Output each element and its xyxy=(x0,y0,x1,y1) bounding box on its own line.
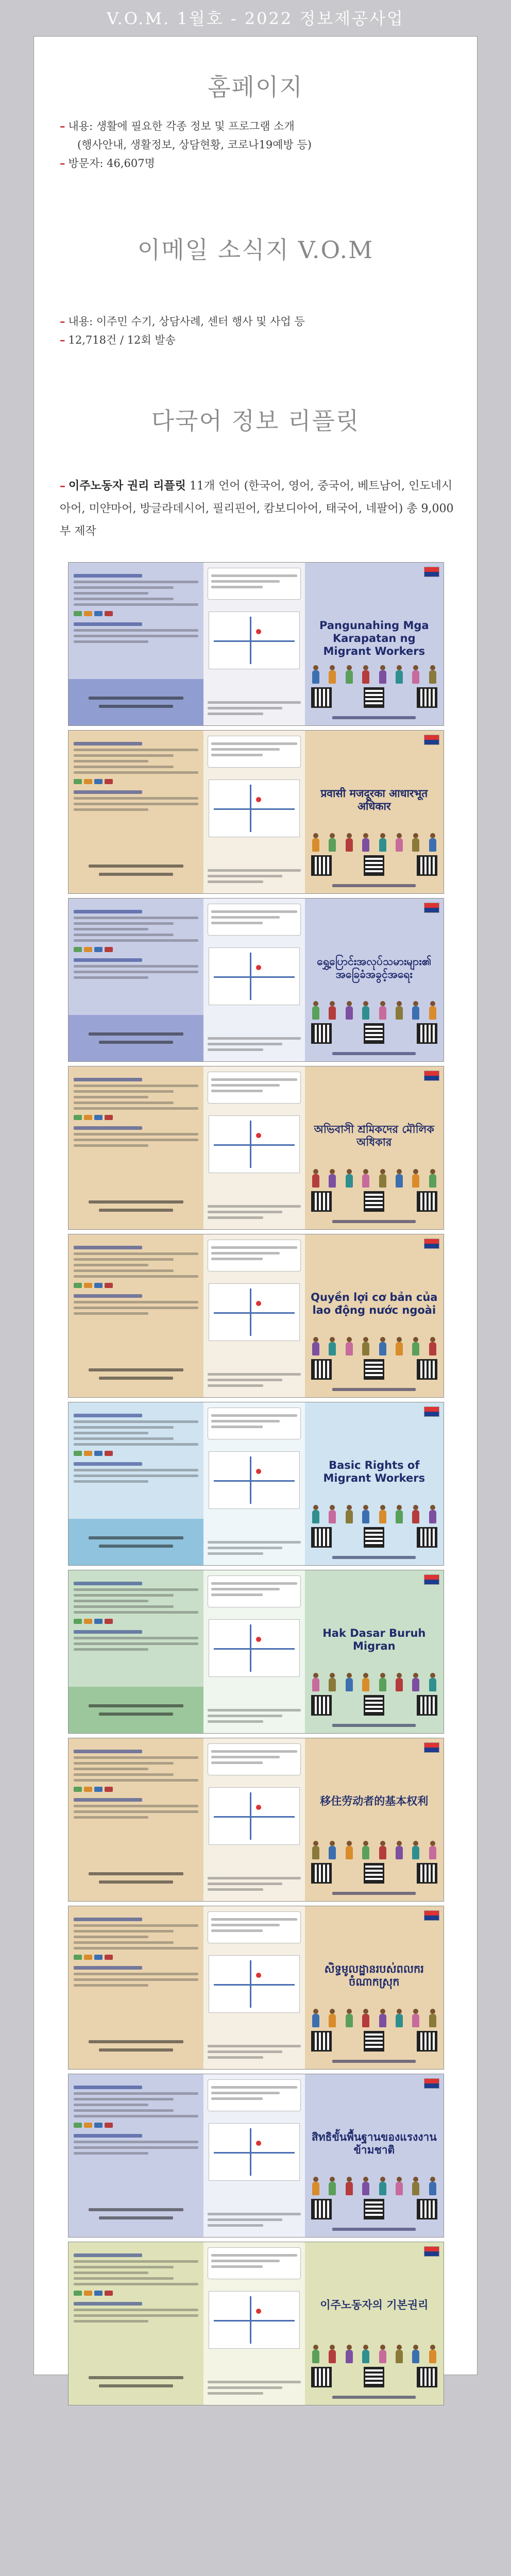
dash-icon: – xyxy=(60,333,65,346)
homepage-content-item: – 내용: 생활에 필요한 각종 정보 및 프로그램 소개 (행사안내, 생활정보, 상담현황, 코로나19예방 등) xyxy=(60,117,456,154)
qr-code-icon xyxy=(417,1695,437,1716)
leaflet-info-column xyxy=(69,2074,203,2237)
qr-code-icon xyxy=(417,855,437,876)
leaflet-contact-column xyxy=(203,563,305,725)
map-icon xyxy=(209,947,300,1005)
page-header xyxy=(0,0,511,35)
leaflet-thumbnail xyxy=(68,1906,444,2070)
leaflet-info-column xyxy=(69,899,203,1061)
map-icon xyxy=(209,1451,300,1509)
leaflet-cover-title: 이주노동자의 기본권리 xyxy=(320,2299,429,2311)
map-icon xyxy=(209,1787,300,1845)
content-panel xyxy=(33,36,478,2375)
leaflet-cover xyxy=(305,731,444,893)
leaflet-info-column xyxy=(69,1738,203,1901)
leaflet-gallery xyxy=(68,562,444,2410)
map-icon xyxy=(209,1115,300,1173)
qr-code-icon xyxy=(417,1359,437,1380)
leaflet-cover-title: สิทธิขั้นพื้นฐานของแรงงานข้ามชาติ xyxy=(311,2131,437,2156)
map-icon xyxy=(209,1619,300,1677)
leaflet-info-column xyxy=(69,1906,203,2069)
leaflet-contact-column xyxy=(203,1234,305,1397)
leaflet-contact-column xyxy=(203,899,305,1061)
qr-code-icon xyxy=(364,1191,384,1212)
map-icon xyxy=(209,779,300,837)
qr-code-icon xyxy=(311,2199,332,2219)
leaflet-contact-column xyxy=(203,2074,305,2237)
bangladesh-flag xyxy=(424,1071,439,1081)
people-illustration-icon xyxy=(312,2007,436,2027)
qr-code-icon xyxy=(417,2031,437,2052)
leaflet-title: 다국어 정보 리플릿 xyxy=(151,407,360,435)
thailand-flag xyxy=(424,2078,439,2089)
myanmar-flag xyxy=(424,903,439,913)
newsletter-content-item: – 내용: 이주민 수기, 상담사례, 센터 행사 및 사업 등 xyxy=(60,315,305,328)
map-icon xyxy=(209,1955,300,2013)
qr-code-icon xyxy=(364,2031,384,2052)
dash-icon: – xyxy=(60,479,65,493)
homepage-title: 홈페이지 xyxy=(208,73,303,101)
qr-code-icon xyxy=(417,1527,437,1548)
dash-icon: – xyxy=(60,157,65,170)
leaflet-cover-title: प्रवासी मजदूरका आधारभूत अधिकार xyxy=(320,787,428,812)
qr-code-icon xyxy=(364,2367,384,2387)
leaflet-cover-title: ရွှေ့ပြောင်းအလုပ်သမားများ၏ အခြေခံအခွင့်အရေး xyxy=(317,955,432,980)
leaflet-cover xyxy=(305,2074,444,2237)
leaflet-thumbnail xyxy=(68,2242,444,2405)
header-title: V.O.M. 1월호 - 2022 정보제공사업 xyxy=(107,9,404,28)
usa-flag xyxy=(424,1406,439,1417)
newsletter-count-item: – 12,718건 / 12회 발송 xyxy=(60,333,176,346)
qr-code-icon xyxy=(311,1863,332,1884)
qr-code-icon xyxy=(364,687,384,708)
qr-code-icon xyxy=(311,2031,332,2052)
qr-code-icon xyxy=(311,855,332,876)
dash-icon: – xyxy=(60,120,65,132)
leaflet-cover xyxy=(305,1738,444,1901)
people-illustration-icon xyxy=(312,2175,436,2195)
leaflet-thumbnail xyxy=(68,1066,444,1230)
leaflet-thumbnail xyxy=(68,1570,444,1734)
qr-code-icon xyxy=(364,1359,384,1380)
qr-code-icon xyxy=(364,1695,384,1716)
people-illustration-icon xyxy=(312,1839,436,1859)
qr-code-icon xyxy=(311,1527,332,1548)
leaflet-info-column xyxy=(69,731,203,893)
leaflet-thumbnail xyxy=(68,562,444,726)
cambodia-flag xyxy=(424,1910,439,1921)
leaflet-contact-column xyxy=(203,1906,305,2069)
people-illustration-icon xyxy=(312,1335,436,1355)
leaflet-description xyxy=(60,474,456,543)
leaflet-thumbnail xyxy=(68,898,444,1062)
leaflet-cover xyxy=(305,563,444,725)
map-icon xyxy=(209,2291,300,2349)
dash-icon: – xyxy=(60,315,65,328)
leaflet-info-column xyxy=(69,2242,203,2405)
people-illustration-icon xyxy=(312,1671,436,1691)
leaflet-cover xyxy=(305,1402,444,1565)
qr-code-icon xyxy=(417,2199,437,2219)
korea-flag xyxy=(424,2246,439,2257)
people-illustration-icon xyxy=(312,999,436,1020)
qr-code-icon xyxy=(417,1863,437,1884)
leaflet-cover xyxy=(305,2242,444,2405)
leaflet-cover xyxy=(305,1570,444,1733)
qr-code-icon xyxy=(417,2367,437,2387)
leaflet-contact-column xyxy=(203,1570,305,1733)
leaflet-contact-column xyxy=(203,2242,305,2405)
map-icon xyxy=(209,1283,300,1341)
leaflet-contact-column xyxy=(203,731,305,893)
leaflet-cover-title: សិទ្ធមូលដ្ឋានរបស់ពលករចំណាកស្រុក xyxy=(324,1963,424,1988)
leaflet-cover xyxy=(305,899,444,1061)
qr-code-icon xyxy=(364,1863,384,1884)
qr-code-icon xyxy=(311,2367,332,2387)
people-illustration-icon xyxy=(312,2343,436,2363)
qr-code-icon xyxy=(364,1023,384,1044)
leaflet-name: 이주노동자 권리 리플릿 xyxy=(69,479,186,493)
leaflet-cover-title: Pangunahing Mga Karapatan ng Migrant Workers xyxy=(319,619,429,657)
vietnam-flag xyxy=(424,1239,439,1249)
newsletter-title: 이메일 소식지 V.O.M xyxy=(137,236,374,264)
leaflet-thumbnail xyxy=(68,730,444,894)
newsletter-details xyxy=(60,312,456,349)
leaflet-cover-title: 移住劳动者的基本权利 xyxy=(320,1795,429,1807)
leaflet-thumbnail xyxy=(68,2074,444,2238)
homepage-details xyxy=(60,117,456,173)
qr-code-icon xyxy=(417,687,437,708)
qr-code-icon xyxy=(364,855,384,876)
map-icon xyxy=(209,2123,300,2181)
leaflet-info-column xyxy=(69,563,203,725)
people-illustration-icon xyxy=(312,1167,436,1188)
leaflet-cover xyxy=(305,1234,444,1397)
qr-code-icon xyxy=(311,687,332,708)
people-illustration-icon xyxy=(312,831,436,852)
leaflet-thumbnail xyxy=(68,1234,444,1398)
qr-code-icon xyxy=(364,1527,384,1548)
leaflet-text: 11개 언어 (한국어, 영어, 중국어, 베트남어, 인도네시아어, 미얀마어, 방글라데시어, 필리핀어, 캄보디아어, 태국어, 네팔어) 총 9,000부 제작 xyxy=(60,480,454,538)
leaflet-cover-title: Quyền lợi cơ bản của lao động nước ngoài xyxy=(311,1291,438,1316)
qr-code-icon xyxy=(417,1023,437,1044)
leaflet-cover xyxy=(305,1906,444,2069)
leaflet-cover xyxy=(305,1066,444,1229)
leaflet-cover-title: Hak Dasar Buruh Migran xyxy=(322,1627,426,1652)
qr-code-icon xyxy=(311,1191,332,1212)
leaflet-contact-column xyxy=(203,1066,305,1229)
leaflet-contact-column xyxy=(203,1738,305,1901)
homepage-visitors-item: – 방문자: 46,607명 xyxy=(60,157,155,170)
leaflet-cover-title: অভিবাসী শ্রমিকদের মৌলিক অধিকার xyxy=(314,1123,434,1148)
leaflet-thumbnail xyxy=(68,1402,444,1566)
qr-code-icon xyxy=(311,1359,332,1380)
leaflet-cover-title: Basic Rights of Migrant Workers xyxy=(323,1459,425,1484)
homepage-content-cont: (행사안내, 생활정보, 상담현황, 코로나19예방 등) xyxy=(77,139,312,151)
china-flag xyxy=(424,1742,439,1753)
nepal-flag xyxy=(424,735,439,745)
map-icon xyxy=(209,612,300,669)
leaflet-info-column xyxy=(69,1066,203,1229)
people-illustration-icon xyxy=(312,663,436,684)
qr-code-icon xyxy=(417,1191,437,1212)
leaflet-contact-column xyxy=(203,1402,305,1565)
qr-code-icon xyxy=(364,2199,384,2219)
leaflet-info-column xyxy=(69,1570,203,1733)
people-illustration-icon xyxy=(312,1503,436,1523)
indonesia-flag xyxy=(424,1574,439,1585)
qr-code-icon xyxy=(311,1023,332,1044)
leaflet-info-column xyxy=(69,1402,203,1565)
qr-code-icon xyxy=(311,1695,332,1716)
leaflet-info-column xyxy=(69,1234,203,1397)
leaflet-thumbnail xyxy=(68,1738,444,1902)
philippines-flag xyxy=(424,567,439,577)
